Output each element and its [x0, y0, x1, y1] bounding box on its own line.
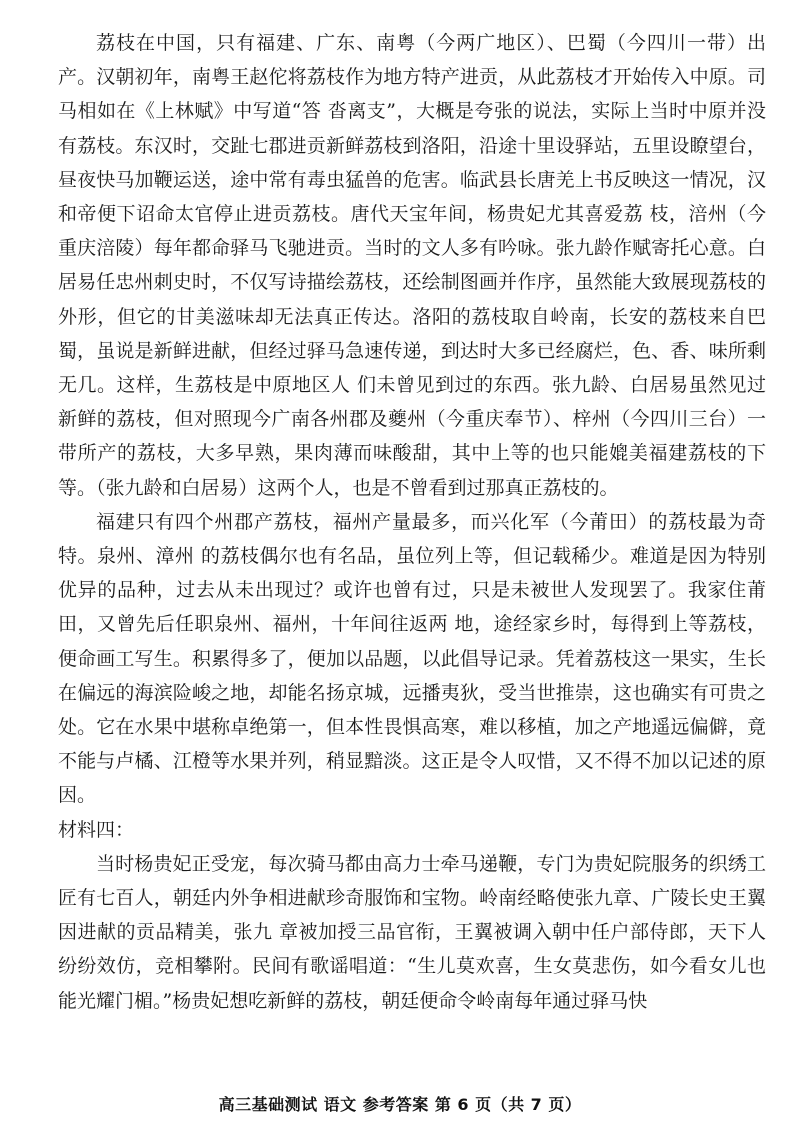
document-body	[58, 26, 766, 1018]
paragraph-fujian-lychee: 福建只有四个州郡产荔枝，福州产量最多，而兴化军（今莆田）的荔枝最为奇特。泉州、漳州 的荔枝偶尔也有名品，虽位列上等，但记载稀少。难道是因为特别优异的品种，过去从未出现过？或许也曾有过，只是未被世人发现罢了。我家住莆田，又曾先后任职泉州、福州，十年间往返两 地，途经家乡时，每得到上等荔枝，便命画工写生。积累得多了，便加以品题，以此倡导记录。凭着荔枝这一果实，生长在偏远的海滨险峻之地，却能名扬京城，远播夷狄，受当世推崇，这也确实有可贵之处。它在水果中堪称卓绝第一，但本性畏惧高寒，难以移植，加之产地遥远偏僻，竟不能与卢橘、江橙等水果并列，稍显黯淡。这正是令人叹惜，又不得不加以记述的原因。	[58, 510, 766, 807]
paragraph-lychee-history: 荔枝在中国，只有福建、广东、南粤（今两广地区）、巴蜀（今四川一带）出产。汉朝初年，南粤王赵佗将荔枝作为地方特产进贡，从此荔枝才开始传入中原。司马相如在《上林赋》中写道“答 沓离支”，大概是夸张的说法，实际上当时中原并没有荔枝。东汉时，交趾七郡进贡新鲜荔枝到洛阳，沿途十里设驿站，五里设瞭望台，昼夜快马加鞭运送，途中常有毒虫猛兽的危害。临武县长唐羌上书反映这一情况，汉和帝便下诏命太官停止进贡荔枝。唐代天宝年间，杨贵妃尤其喜爱荔 枝，涪州（今重庆涪陵）每年都命驿马飞驰进贡。当时的文人多有吟咏。张九龄作赋寄托心意。白居易任忠州刺史时，不仅写诗描绘荔枝，还绘制图画并作序，虽然能大致展现荔枝的外形，但它的甘美滋味却无法真正传达。洛阳的荔枝取自岭南，长安的荔枝来自巴蜀，虽说是新鲜进献，但经过驿马急速传递，到达时大多已经腐烂，色、香、味所剩无几。这样，生荔枝是中原地区人 们未曾见到过的东西。张九龄、白居易虽然见过新鲜的荔枝，但对照现今广南各州郡及夔州（今重庆奉节）、梓州（今四川三台）一带所产的荔枝，大多早熟，果肉薄而味酸甜，其中上等的也只能媲美福建荔枝的下等。（张九龄和白居易）这两个人，也是不曾看到过那真正荔枝的。	[58, 32, 766, 499]
paragraph-material-four: 当时杨贵妃正受宠，每次骑马都由高力士牵马递鞭，专门为贵妃院服务的织绣工匠有七百人，朝廷内外争相进献珍奇服饰和宝物。岭南经略使张九章、广陵长史王翼因进献的贡品精美，张九 章被加授三品官衔，王翼被调入朝中任户部侍郎，天下人纷纷效仿，竞相攀附。民间有歌谣唱道：“生儿莫欢喜，生女莫悲伤，如今看女儿也能光耀门楣。”杨贵妃想吃新鲜的荔枝，朝廷便命令岭南每年通过驿马快	[58, 852, 766, 1012]
page-footer: 高三基础测试 语文 参考答案 第 6 页（共 7 页）	[218, 1095, 582, 1114]
section-heading-material-four: 材料四：	[58, 818, 135, 841]
